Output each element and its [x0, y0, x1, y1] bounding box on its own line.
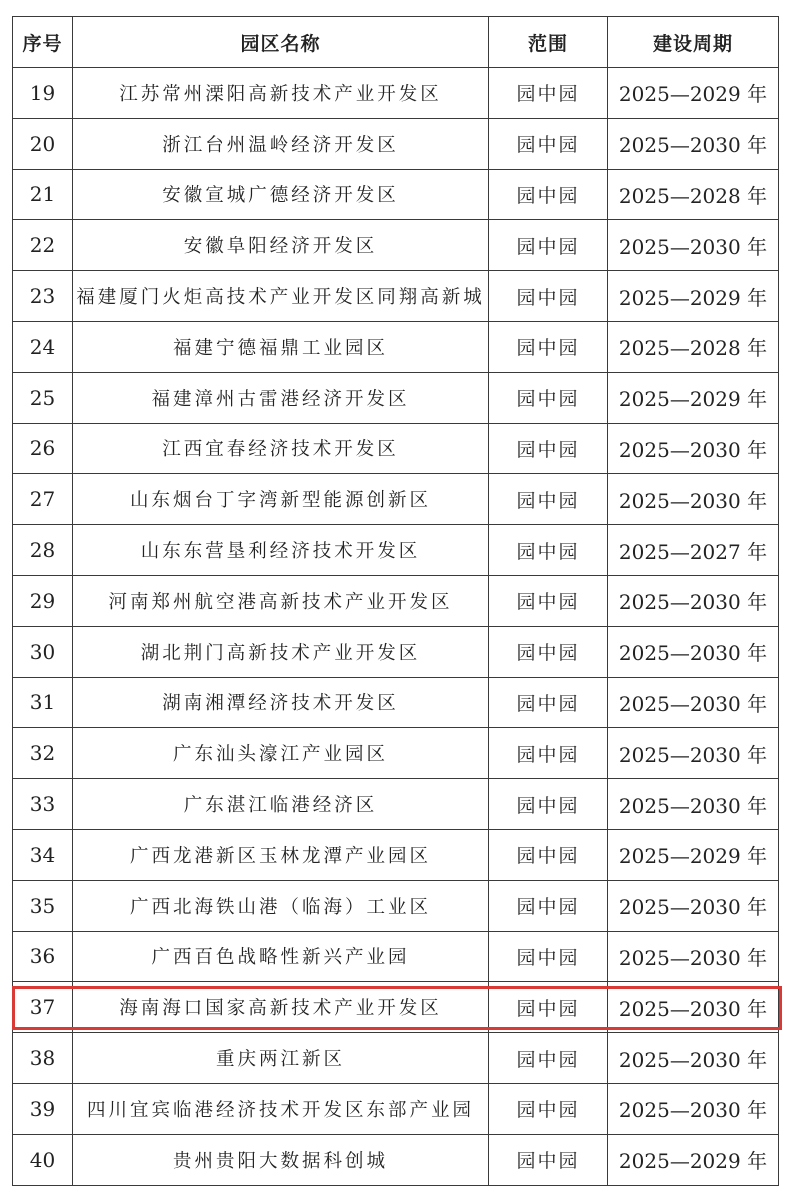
cell-num: 19	[13, 68, 73, 119]
cell-num: 28	[13, 525, 73, 576]
table-header	[13, 17, 779, 68]
cell-name: 江西宜春经济技术开发区	[73, 423, 489, 474]
table-row	[13, 575, 779, 626]
cell-scope: 园中园	[489, 677, 608, 728]
cell-period: 2025—2027 年	[608, 525, 779, 576]
cell-num: 22	[13, 220, 73, 271]
cell-name: 贵州贵阳大数据科创城	[73, 1134, 489, 1185]
cell-name: 重庆两江新区	[73, 1033, 489, 1084]
table-row	[13, 626, 779, 677]
cell-period: 2025—2030 年	[608, 779, 779, 830]
cell-num: 40	[13, 1134, 73, 1185]
cell-scope: 园中园	[489, 1083, 608, 1134]
cell-num: 33	[13, 779, 73, 830]
cell-name: 福建漳州古雷港经济开发区	[73, 372, 489, 423]
table-row	[13, 829, 779, 880]
cell-num: 35	[13, 880, 73, 931]
table-row	[13, 321, 779, 372]
cell-period: 2025—2030 年	[608, 1083, 779, 1134]
header-num: 序号	[13, 17, 73, 68]
cell-name: 山东东营垦利经济技术开发区	[73, 525, 489, 576]
table-row	[13, 271, 779, 322]
cell-scope: 园中园	[489, 271, 608, 322]
cell-num: 25	[13, 372, 73, 423]
cell-scope: 园中园	[489, 626, 608, 677]
cell-name: 浙江台州温岭经济开发区	[73, 118, 489, 169]
park-table	[12, 16, 779, 1186]
park-table-container	[12, 16, 788, 1186]
cell-period: 2025—2030 年	[608, 575, 779, 626]
table-row	[13, 1083, 779, 1134]
cell-name: 广西龙港新区玉林龙潭产业园区	[73, 829, 489, 880]
cell-period: 2025—2029 年	[608, 829, 779, 880]
cell-scope: 园中园	[489, 372, 608, 423]
table-row	[13, 118, 779, 169]
cell-num: 36	[13, 931, 73, 982]
cell-num: 31	[13, 677, 73, 728]
table-row	[13, 169, 779, 220]
cell-num: 20	[13, 118, 73, 169]
table-row	[13, 474, 779, 525]
cell-period: 2025—2030 年	[608, 626, 779, 677]
cell-scope: 园中园	[489, 525, 608, 576]
cell-num: 30	[13, 626, 73, 677]
cell-num: 38	[13, 1033, 73, 1084]
cell-scope: 园中园	[489, 169, 608, 220]
table-row	[13, 220, 779, 271]
header-name: 园区名称	[73, 17, 489, 68]
cell-name: 河南郑州航空港高新技术产业开发区	[73, 575, 489, 626]
cell-num: 32	[13, 728, 73, 779]
cell-num: 26	[13, 423, 73, 474]
cell-scope: 园中园	[489, 931, 608, 982]
cell-name: 安徽宣城广德经济开发区	[73, 169, 489, 220]
cell-name: 广东汕头濠江产业园区	[73, 728, 489, 779]
table-row	[13, 372, 779, 423]
cell-scope: 园中园	[489, 118, 608, 169]
cell-period: 2025—2030 年	[608, 1033, 779, 1084]
cell-scope: 园中园	[489, 880, 608, 931]
cell-num: 29	[13, 575, 73, 626]
cell-scope: 园中园	[489, 220, 608, 271]
cell-period: 2025—2030 年	[608, 880, 779, 931]
cell-period: 2025—2030 年	[608, 728, 779, 779]
table-row	[13, 423, 779, 474]
cell-name: 福建厦门火炬高技术产业开发区同翔高新城	[73, 271, 489, 322]
cell-period: 2025—2028 年	[608, 169, 779, 220]
cell-num: 21	[13, 169, 73, 220]
header-scope: 范围	[489, 17, 608, 68]
cell-num: 39	[13, 1083, 73, 1134]
header-row	[13, 17, 779, 68]
cell-scope: 园中园	[489, 68, 608, 119]
table-body	[13, 68, 779, 1186]
cell-period: 2025—2030 年	[608, 423, 779, 474]
cell-name: 四川宜宾临港经济技术开发区东部产业园	[73, 1083, 489, 1134]
cell-scope: 园中园	[489, 1033, 608, 1084]
table-row	[13, 1033, 779, 1084]
cell-name: 广西北海铁山港（临海）工业区	[73, 880, 489, 931]
cell-name: 山东烟台丁字湾新型能源创新区	[73, 474, 489, 525]
cell-num: 24	[13, 321, 73, 372]
cell-period: 2025—2029 年	[608, 68, 779, 119]
table-row	[13, 525, 779, 576]
table-row	[13, 779, 779, 830]
table-row	[13, 880, 779, 931]
cell-period: 2025—2030 年	[608, 931, 779, 982]
cell-scope: 园中园	[489, 728, 608, 779]
cell-period: 2025—2030 年	[608, 118, 779, 169]
header-period: 建设周期	[608, 17, 779, 68]
cell-scope: 园中园	[489, 1134, 608, 1185]
cell-scope: 园中园	[489, 575, 608, 626]
cell-period: 2025—2030 年	[608, 982, 779, 1033]
cell-scope: 园中园	[489, 423, 608, 474]
cell-name: 广东湛江临港经济区	[73, 779, 489, 830]
cell-name: 广西百色战略性新兴产业园	[73, 931, 489, 982]
cell-name: 福建宁德福鼎工业园区	[73, 321, 489, 372]
table-row	[13, 982, 779, 1033]
cell-num: 34	[13, 829, 73, 880]
cell-name: 安徽阜阳经济开发区	[73, 220, 489, 271]
cell-name: 江苏常州溧阳高新技术产业开发区	[73, 68, 489, 119]
cell-name: 湖北荆门高新技术产业开发区	[73, 626, 489, 677]
table-row	[13, 1134, 779, 1185]
cell-period: 2025—2030 年	[608, 220, 779, 271]
cell-scope: 园中园	[489, 474, 608, 525]
table-row	[13, 931, 779, 982]
table-row	[13, 728, 779, 779]
cell-num: 23	[13, 271, 73, 322]
cell-scope: 园中园	[489, 321, 608, 372]
cell-period: 2025—2028 年	[608, 321, 779, 372]
cell-scope: 园中园	[489, 829, 608, 880]
cell-period: 2025—2029 年	[608, 271, 779, 322]
cell-name: 湖南湘潭经济技术开发区	[73, 677, 489, 728]
cell-num: 27	[13, 474, 73, 525]
cell-scope: 园中园	[489, 779, 608, 830]
cell-period: 2025—2029 年	[608, 372, 779, 423]
cell-name: 海南海口国家高新技术产业开发区	[73, 982, 489, 1033]
cell-period: 2025—2030 年	[608, 474, 779, 525]
cell-period: 2025—2029 年	[608, 1134, 779, 1185]
cell-period: 2025—2030 年	[608, 677, 779, 728]
table-row	[13, 677, 779, 728]
cell-scope: 园中园	[489, 982, 608, 1033]
table-row	[13, 68, 779, 119]
cell-num: 37	[13, 982, 73, 1033]
